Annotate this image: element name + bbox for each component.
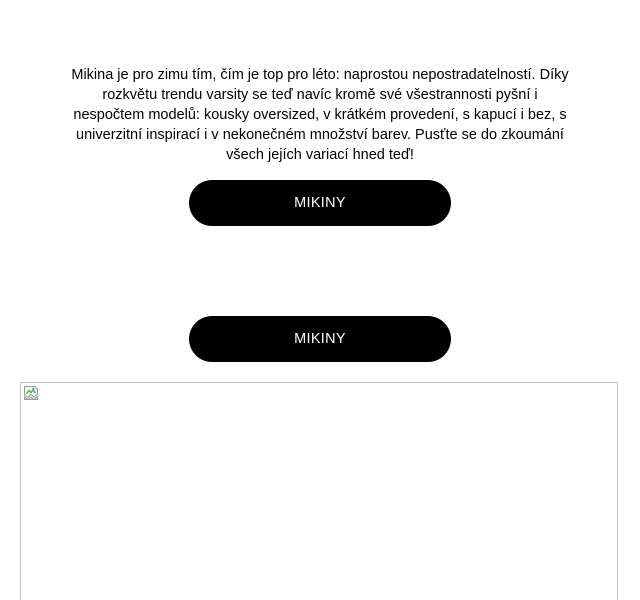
product-image-placeholder[interactable]: [20, 382, 618, 600]
mikiny-button-primary[interactable]: [189, 180, 451, 226]
mikiny-button-secondary[interactable]: [189, 316, 451, 362]
mikiny-button-label: MIKINY: [294, 195, 346, 211]
intro-paragraph: Mikina je pro zimu tím, čím je top pro léto: naprostou nepostradatelností. Díky rozkvětu trendu varsity se teď navíc kromě své všestrannosti pyšní i nespočtem modelů: kousky oversized, v krátkém provedení, s kapucí i bez, s univerzitní inspirací i v nekonečném množství barev. Pusťte se do zkoumání všech jejích variací hned teď!: [71, 66, 569, 163]
broken-image-icon: [23, 385, 39, 401]
mikiny-button-label: MIKINY: [294, 331, 346, 347]
